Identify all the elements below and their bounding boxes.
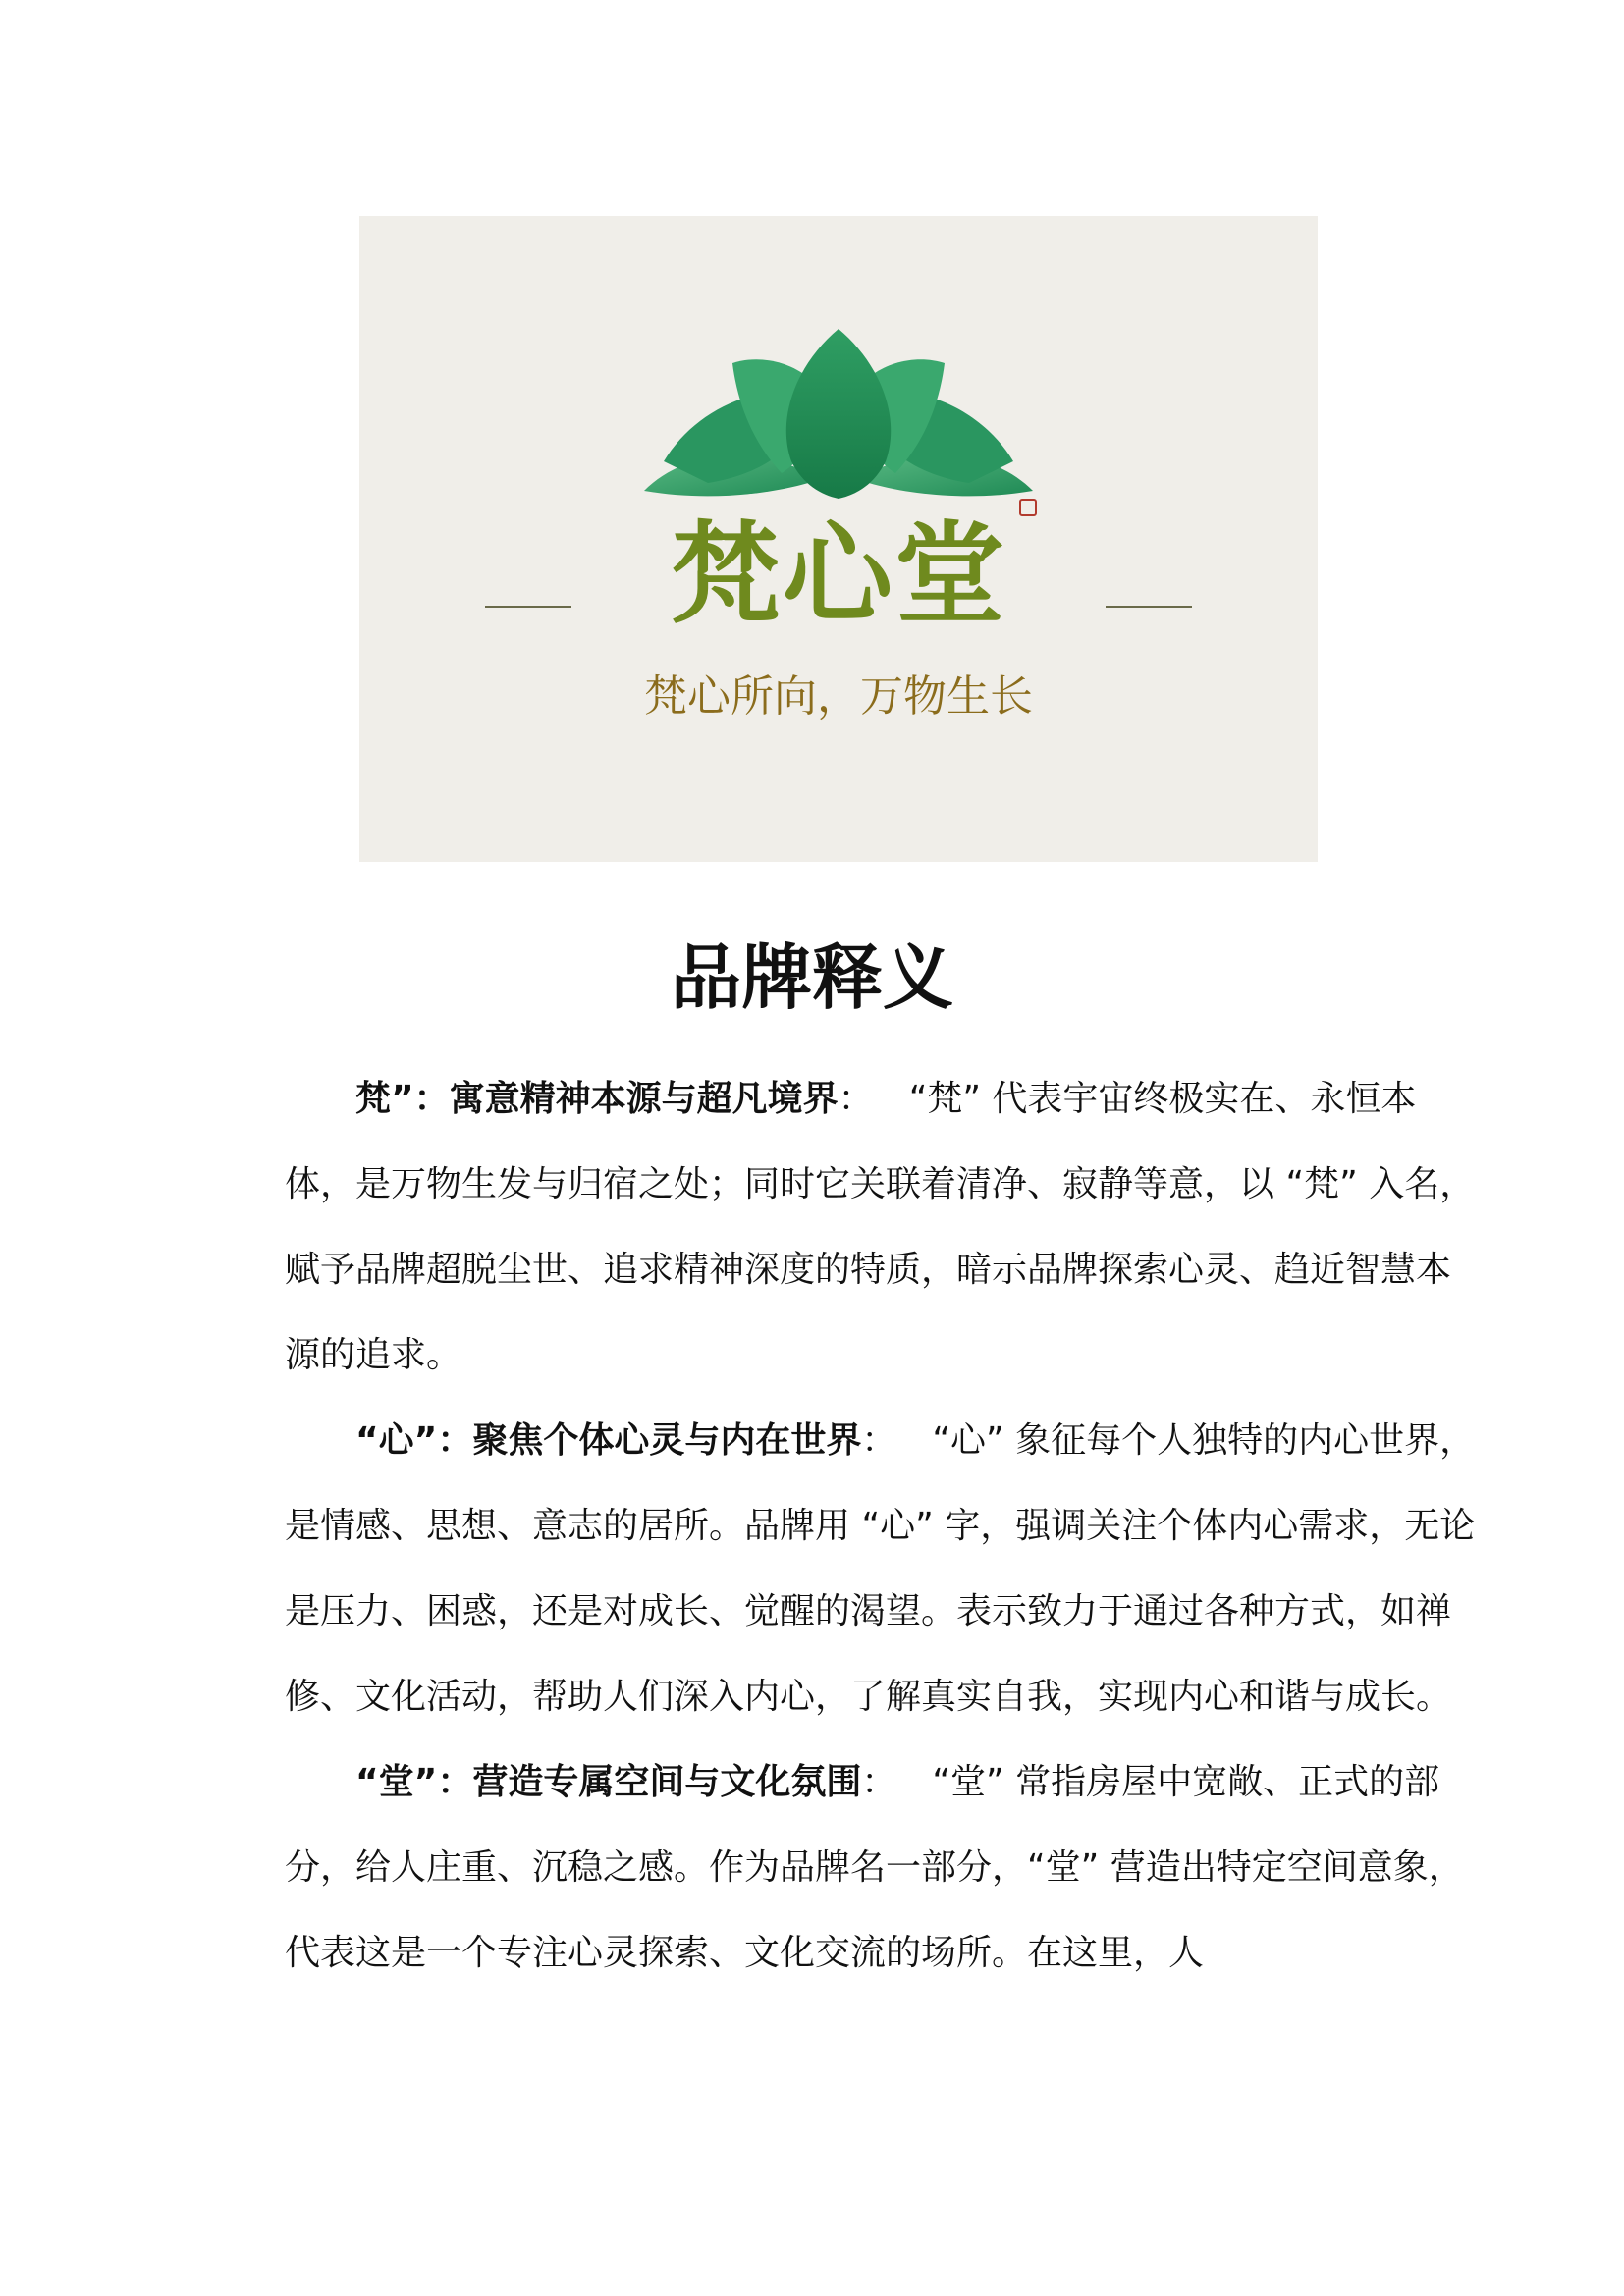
paragraph-colon: ：	[861, 1420, 897, 1461]
logo-panel	[359, 216, 1318, 862]
paragraph-colon: ：	[861, 1762, 897, 1802]
brand-name: 梵心堂	[671, 510, 1006, 639]
paragraph-colon: ：	[838, 1079, 874, 1119]
paragraph-body: “堂” 常指房屋中宽敞、正式的部分，给人庄重、沉稳之感。作为品牌名一部分，“堂” 营造出特定空间意象，代表这是一个专注心灵探索、文化交流的场所。在这里，人	[285, 1762, 1464, 1973]
body-text	[285, 1056, 1485, 1996]
section-title: 品牌释义	[670, 936, 953, 1019]
paragraph-xin	[285, 1398, 1485, 1739]
paragraph-tang	[285, 1739, 1485, 1996]
paragraph-fan	[285, 1056, 1485, 1398]
paragraph-heading: “心”：聚焦个体心灵与内在世界	[355, 1420, 862, 1461]
paragraph-heading: “堂”：营造专属空间与文化氛围	[355, 1762, 862, 1802]
paragraph-body: “梵” 代表宇宙终极实在、永恒本体，是万物生发与归宿之处；同时它关联着清净、寂静等意，以 “梵” 入名，赋予品牌超脱尘世、追求精神深度的特质，暗示品牌探索心灵、趋近智慧本源的追求。	[285, 1079, 1476, 1375]
petal-center	[786, 329, 891, 499]
paragraph-heading: 梵”：寓意精神本源与超凡境界	[355, 1079, 839, 1119]
seal-stamp	[1019, 499, 1037, 516]
brand-slogan: 梵心所向，万物生长	[644, 671, 1033, 721]
paragraph-body: “心” 象征每个人独特的内心世界，是情感、思想、意志的居所。品牌用 “心” 字，强调关注个体内心需求，无论是压力、困惑，还是对成长、觉醒的渴望。表示致力于通过各种方式，如禅修、文化活动，帮助人们深入内心，了解真实自我，实现内心和谐与成长。	[285, 1420, 1476, 1717]
